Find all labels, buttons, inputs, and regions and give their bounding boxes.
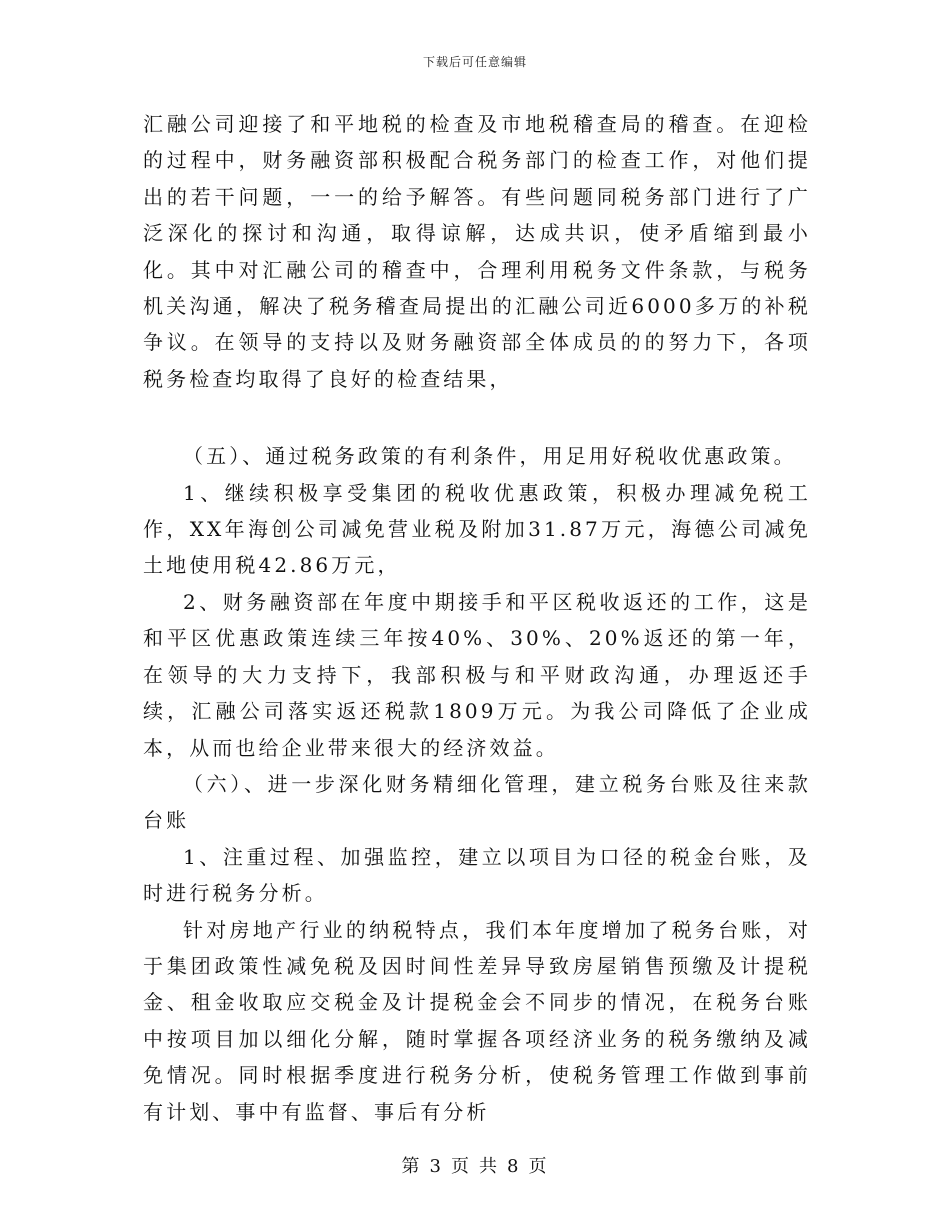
section-heading-five: （五）、通过税务政策的有利条件，用足用好税收优惠政策。: [183, 444, 797, 469]
page-footer: [0, 1152, 950, 1178]
section-heading-six: （六）、进一步深化财务精细化管理，建立税务台账及往来款台账: [143, 771, 811, 833]
paragraph-inspection-result: 汇融公司迎接了和平地税的检查及市地税稽查局的稽查。在迎检的过程中，财务融资部积极配合税务部门的检查工作，对他们提出的若干问题，一一的给予解答。有些问题同税务部门进行了广泛深化的探讨和沟通，取得谅解，达成共识，使矛盾缩到最小化。其中对汇融公司的稽查中，合理利用税务文件条款，与税务机关沟通，解决了税务稽查局提出的汇融公司近6000多万的补税争议。在领导的支持以及财务融资部全体成员的的努力下，各项税务检查均取得了良好的检查结果，: [143, 112, 811, 391]
paragraph-tax-ledger: 1、注重过程、加强监控，建立以项目为口径的税金台账，及时进行税务分析。: [143, 844, 811, 906]
page-total: 8: [507, 1156, 521, 1177]
page-prefix: 第: [401, 1156, 422, 1177]
page-total-prefix: 共: [479, 1156, 499, 1177]
paragraph-tax-refund: 2、财务融资部在年度中期接手和平区税收返还的工作，这是和平区优惠政策连续三年按40%、30%、20%返还的第一年，在领导的大力支持下，我部积极与和平财政沟通，办理返还手续，汇融公司落实返还税款1809万元。为我公司降低了企业成本，从而也给企业带来很大的经济效益。: [143, 589, 811, 760]
page-number: 3: [429, 1156, 443, 1177]
page-header: 下载后可任意编辑: [422, 55, 527, 69]
page-mid: 页: [451, 1156, 471, 1177]
paragraph-real-estate-tax: 针对房地产行业的纳税特点，我们本年度增加了税务台账，对于集团政策性减免税及因时间性差异导致房屋销售预缴及计提税金、租金收取应交税金及计提税金会不同步的情况，在税务台账中按项目加以细化分解，随时掌握各项经济业务的税务缴纳及减免情况。同时根据季度进行税务分析，使税务管理工作做到事前有计划、事中有监督、事后有分析: [143, 917, 811, 1124]
document-body: [143, 106, 811, 1130]
page-suffix: 页: [528, 1156, 549, 1177]
paragraph-tax-relief: 1、继续积极享受集团的税收优惠政策，积极办理减免税工作，XX年海创公司减免营业税及附加31.87万元，海德公司减免土地使用税42.86万元，: [143, 480, 811, 578]
